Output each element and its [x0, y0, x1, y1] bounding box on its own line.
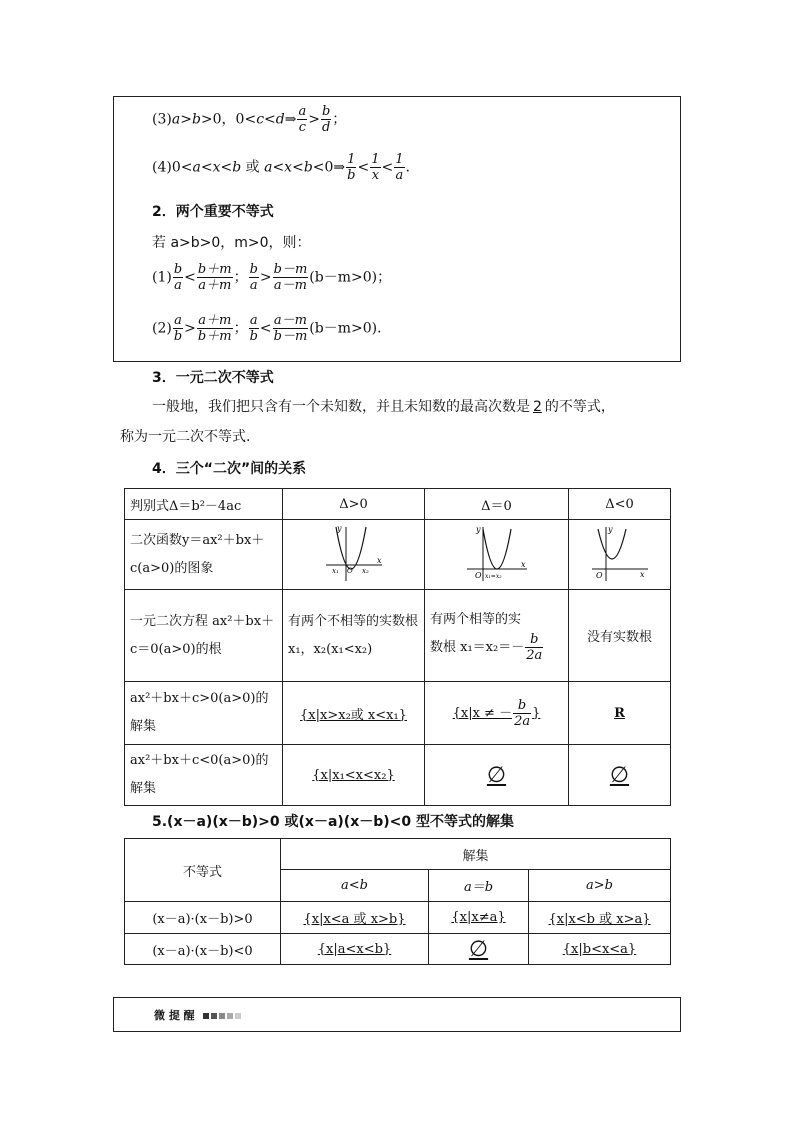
- graph-cell: [569, 520, 671, 590]
- t: (4)0<: [152, 159, 193, 176]
- condition-text: 若 a>b>0，m>0，则：: [152, 235, 311, 251]
- t: b: [303, 159, 313, 176]
- cell: [281, 934, 429, 965]
- cell: ax²＋bx＋c<0(a>0)的解集: [125, 745, 283, 806]
- t: a: [171, 111, 181, 128]
- cell: (x－a)·(x－b)<0: [125, 934, 281, 965]
- cell: 不等式: [125, 839, 281, 902]
- cell: 有两个不相等的实数根 x₁，x₂(x₁<x₂): [283, 590, 425, 682]
- parabola-two-roots-graph: [324, 523, 384, 583]
- fraction: [273, 313, 309, 344]
- cell: Δ<0: [569, 489, 671, 520]
- t: {x|x ≠ －: [452, 705, 513, 721]
- cell: ax²＋bx＋c>0(a>0)的解集: [125, 682, 283, 745]
- cell: [425, 682, 569, 745]
- denominator: a: [174, 278, 182, 293]
- denominator: 2a: [526, 648, 543, 663]
- graph-cell: [283, 520, 425, 590]
- t: <: [292, 159, 304, 176]
- numerator: 1: [371, 152, 380, 167]
- t: <: [259, 320, 272, 337]
- t: 或: [241, 159, 265, 176]
- denominator: b－m: [273, 329, 308, 344]
- denominator: a: [249, 278, 258, 293]
- t: (b－m>0)．: [309, 320, 392, 337]
- cell: [425, 590, 569, 682]
- denominator: d: [321, 120, 331, 135]
- t: <: [357, 159, 370, 176]
- numerator: b－m: [273, 262, 308, 277]
- fraction: [197, 262, 233, 293]
- t: 有两个相等的实: [430, 612, 522, 627]
- numerator: a: [298, 104, 307, 119]
- t: >0，0<: [200, 111, 257, 128]
- cell: 没有实数根: [569, 590, 671, 682]
- fraction: [346, 152, 356, 183]
- tip-box: [113, 997, 681, 1032]
- answer-blank: 2: [533, 399, 542, 415]
- t: (1): [152, 269, 172, 286]
- t: 一般地，我们把只含有一个未知数，并且未知数的最高次数是: [152, 399, 530, 415]
- solution-set: [452, 697, 541, 729]
- t: a: [192, 159, 201, 176]
- numerator: a: [174, 313, 182, 328]
- denominator: a: [395, 168, 404, 183]
- x-label: x: [639, 569, 645, 579]
- y-label: y: [607, 524, 613, 534]
- t: 的不等式，: [544, 399, 615, 415]
- t: ；: [233, 269, 248, 286]
- t: (b－m>0)；: [309, 269, 392, 286]
- solution-set-table: [124, 838, 671, 965]
- cell: [529, 934, 671, 965]
- t: (2): [152, 320, 172, 337]
- cell: [283, 745, 425, 806]
- y-label: y: [475, 524, 481, 534]
- origin-label: O: [595, 570, 603, 580]
- numerator: b: [513, 698, 531, 714]
- t: c: [256, 111, 265, 128]
- numerator: a: [249, 313, 258, 328]
- property-3: [152, 104, 346, 135]
- tip-decoration: [203, 1009, 243, 1022]
- solution-set: {x|b<x<a}: [562, 941, 637, 957]
- solution-set: {x|x<a 或 x>b}: [303, 912, 406, 927]
- denominator: 2a: [514, 713, 531, 729]
- solution-set: {x|x≠a}: [451, 910, 506, 925]
- section-2-title: 2．两个重要不等式: [152, 204, 274, 220]
- cell: a>b: [529, 870, 671, 902]
- denominator: a＋m: [198, 278, 232, 293]
- inequality-2: [152, 313, 391, 344]
- denominator: a－m: [273, 278, 307, 293]
- solution-set: {x|a<x<b}: [317, 941, 392, 957]
- t: <: [264, 111, 276, 128]
- section-5-title: 5.(x－a)(x－b)>0 或(x－a)(x－b)<0 型不等式的解集: [152, 814, 514, 830]
- t: d: [275, 111, 285, 128]
- numerator: a＋m: [198, 313, 232, 328]
- numerator: b: [173, 262, 183, 277]
- section-3-title: 3．一元二次不等式: [152, 370, 274, 386]
- t: <: [184, 269, 196, 286]
- cell: [429, 902, 529, 934]
- t: >: [308, 111, 320, 128]
- parabola-no-root-graph: [590, 523, 650, 583]
- x1-label: x₁: [331, 566, 339, 575]
- t: <: [200, 159, 213, 176]
- t: <: [381, 159, 394, 176]
- parabola-one-root-graph: [465, 523, 529, 583]
- denominator: x: [371, 168, 380, 183]
- cell: [425, 745, 569, 806]
- denominator: b: [173, 329, 183, 344]
- solution-set: {x|x<b 或 x>a}: [548, 912, 651, 927]
- denominator: b: [249, 329, 258, 344]
- fraction: [394, 152, 404, 183]
- fraction: [370, 152, 380, 183]
- t: b: [191, 111, 201, 128]
- solution-set: {x|x₁<x<x₂}: [312, 767, 395, 783]
- section-3-para: [152, 396, 615, 416]
- square-icon: [227, 1013, 233, 1019]
- tip-heading: [154, 1007, 243, 1023]
- numerator: a－m: [273, 313, 307, 328]
- t: }: [532, 705, 541, 721]
- square-icon: [211, 1013, 217, 1019]
- x1-x2-label: x₁=x₂: [484, 572, 502, 580]
- cell: [281, 902, 429, 934]
- section-4-title: 4．三个“二次”间的关系: [152, 461, 307, 477]
- cell: a<b: [281, 870, 429, 902]
- x-label: x: [376, 555, 382, 565]
- origin-label: O: [346, 566, 353, 575]
- fraction: [513, 698, 531, 729]
- fraction: [321, 104, 331, 135]
- cell: [529, 902, 671, 934]
- fraction: [173, 313, 183, 344]
- numerator: b: [249, 262, 258, 277]
- cell: (x－a)·(x－b)>0: [125, 902, 281, 934]
- cell: [569, 745, 671, 806]
- numerator: b: [321, 104, 331, 119]
- cell: 一元二次方程 ax²＋bx＋c＝0(a>0)的根: [125, 590, 283, 682]
- fraction: [249, 262, 259, 293]
- numerator: b＋m: [197, 262, 232, 277]
- numerator: 1: [395, 152, 404, 167]
- fraction: [273, 262, 309, 293]
- denominator: b＋m: [197, 329, 232, 344]
- origin-label: O: [474, 570, 482, 580]
- empty-set-symbol: ∅: [486, 762, 507, 788]
- numerator: b: [525, 632, 543, 648]
- t: b: [232, 159, 242, 176]
- x-label: x: [520, 559, 526, 569]
- denominator: b: [347, 168, 356, 183]
- inequality-1: [152, 262, 391, 293]
- t: x: [212, 159, 221, 176]
- t: ⇒: [284, 111, 297, 128]
- t: <: [272, 159, 285, 176]
- fraction: [197, 313, 233, 344]
- cell: [429, 934, 529, 965]
- t: .: [405, 159, 410, 176]
- t: <: [220, 159, 233, 176]
- empty-set-symbol: ∅: [609, 762, 630, 788]
- t: >: [259, 269, 272, 286]
- square-icon: [219, 1013, 225, 1019]
- x2-label: x₂: [361, 566, 369, 575]
- fraction: [249, 313, 259, 344]
- t: ；: [332, 111, 347, 128]
- t: >: [184, 320, 196, 337]
- solution-set: {x|x>x₂或 x<x₁}: [300, 707, 407, 723]
- graph-cell: [425, 520, 569, 590]
- cell: [569, 682, 671, 745]
- fraction: [173, 262, 183, 293]
- property-4: [152, 152, 410, 183]
- t: (3): [152, 111, 172, 128]
- t: x: [284, 159, 293, 176]
- cell: Δ>0: [283, 489, 425, 520]
- section-3-para-2: 称为一元二次不等式.: [120, 429, 251, 445]
- t: a: [264, 159, 273, 176]
- cell: a＝b: [429, 870, 529, 902]
- cell: [283, 682, 425, 745]
- solution-set: R: [614, 705, 625, 721]
- y-label: y: [336, 523, 342, 533]
- cell: 判别式Δ＝b²－4ac: [125, 489, 283, 520]
- t: ；: [233, 320, 248, 337]
- numerator: 1: [347, 152, 356, 167]
- t: [430, 632, 563, 663]
- t: >: [180, 111, 192, 128]
- quadratic-relation-table: [124, 488, 671, 806]
- square-icon: [203, 1013, 209, 1019]
- denominator: c: [298, 120, 306, 135]
- tip-label: 微 提 醒: [154, 1009, 195, 1022]
- cell: 解集: [281, 839, 671, 870]
- square-icon: [235, 1013, 241, 1019]
- cell: Δ＝0: [425, 489, 569, 520]
- cell: 二次函数y＝ax²＋bx＋c(a>0)的图象: [125, 520, 283, 590]
- t: <0⇒: [312, 159, 346, 176]
- empty-set-symbol: ∅: [468, 936, 489, 962]
- t: 数根 x₁＝x₂＝－: [430, 640, 525, 655]
- fraction: [297, 104, 307, 135]
- fraction: [525, 632, 543, 663]
